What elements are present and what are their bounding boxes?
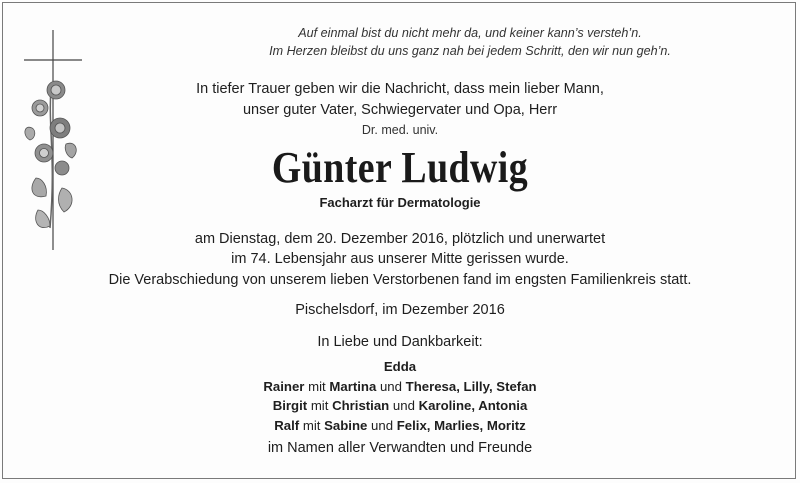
- child-name: Ralf: [274, 417, 300, 433]
- connector: mit: [308, 378, 326, 394]
- farewell-text: Die Verabschiedung von unserem lieben Verstorbenen fand im engsten Familienkreis statt.: [108, 272, 692, 288]
- connector: und: [392, 398, 415, 413]
- death-notice-line-1: am Dienstag, dem 20. Dezember 2016, plötzlich und unerwartet: [194, 231, 606, 247]
- connector: mit: [310, 398, 329, 413]
- intro-line-1: In tiefer Trauer geben wir die Nachricht, dass mein lieber Mann,: [196, 81, 604, 97]
- motto-line-2: Im Herzen bleibst du uns ganz nah bei jedem Schritt, den wir nun geh’n.: [269, 44, 671, 58]
- intro-line-2: unser guter Vater, Schwiegervater und Opa, Herr: [242, 102, 558, 118]
- place-date: Pischelsdorf, im Dezember 2016: [295, 302, 505, 318]
- grandchildren-names: Theresa, Lilly, Stefan: [405, 378, 537, 394]
- connector: und: [379, 378, 402, 394]
- child-name: Birgit: [272, 398, 308, 413]
- partner-name: Martina: [329, 378, 377, 394]
- family-row: [0, 377, 800, 397]
- connector: und: [371, 417, 394, 433]
- death-notice: [0, 229, 800, 269]
- grandchildren-names: Karoline, Antonia: [418, 398, 528, 413]
- relatives-text: im Namen aller Verwandten und Freunde: [267, 440, 533, 456]
- family-row: [0, 396, 800, 416]
- closing-text: In Liebe und Dankbarkeit:: [317, 334, 483, 350]
- partner-name: Christian: [332, 398, 390, 413]
- grandchildren-names: Felix, Marlies, Moritz: [396, 417, 526, 433]
- profession: Facharzt für Dermatologie: [319, 195, 481, 210]
- child-name: Rainer: [263, 378, 305, 394]
- motto-verse: [170, 24, 770, 60]
- intro-text: [100, 79, 700, 121]
- cross-with-roses-icon: [18, 28, 88, 253]
- death-notice-line-2: im 74. Lebensjahr aus unserer Mitte gerissen wurde.: [231, 251, 569, 267]
- motto-line-1: Auf einmal bist du nicht mehr da, und keiner kann’s versteh’n.: [298, 26, 642, 40]
- family-row: [0, 416, 800, 436]
- connector: mit: [302, 417, 321, 433]
- deceased-name: Günter Ludwig: [271, 143, 529, 192]
- widow-name: Edda: [383, 359, 417, 374]
- academic-title: Dr. med. univ.: [361, 123, 439, 137]
- partner-name: Sabine: [324, 417, 368, 433]
- family-list: [0, 357, 800, 435]
